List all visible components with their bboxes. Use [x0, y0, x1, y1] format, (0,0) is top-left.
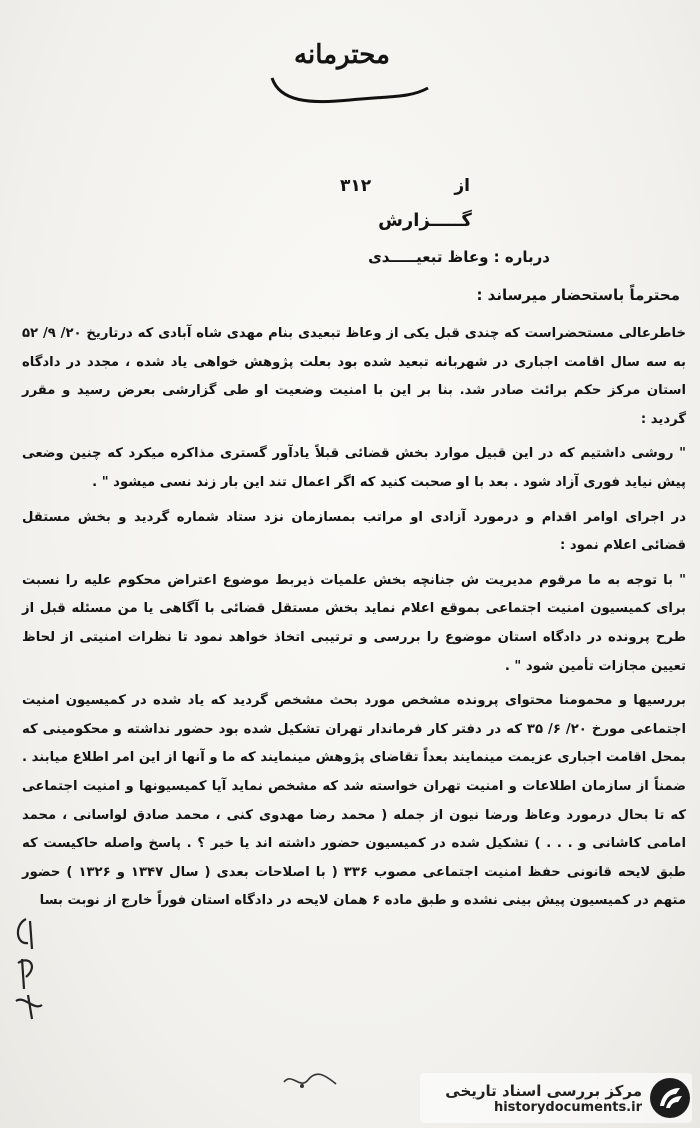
archive-logo-icon	[648, 1076, 692, 1120]
title-underline-flourish	[270, 74, 430, 104]
body-paragraph: " با توجه به ما مرقوم مدیریت ش جنانچه بخش علمیات ذیربط موضوع اعتراض محکوم علیه را نسبت برای کمیسیون امنیت اجتماعی بموقع اعلام نماید بخش مستقل قضائی با آگاهی یا من مسئله قبل از طرح پرونده در دادگاه استان موضوع را بررسی و ترتیبی اتخاذ خواهد نمود تا نظرات امنیتی از لحاظ تعیین مجازات تأمین شود " .	[22, 572, 686, 674]
reference-line	[340, 176, 470, 196]
body-paragraph: " روشی داشتیم که در این قبیل موارد بخش قضائی قبلاً یادآور گستری مذاکره میکرد که چنین وضعی پیش نیاید فوری آزاد شود . بعد با او صحبت کنید که اگر اعمال تند این بار زند نسی میشود " .	[22, 446, 686, 490]
document-body	[22, 320, 686, 916]
report-heading: گـــــزارش	[378, 210, 472, 231]
classification-title: محترمانه	[294, 40, 390, 70]
body-paragraph: در اجرای اوامر اقدام و درمورد آزادی او مراتب بمسازمان نزد ستاد شماره گردید و بخش مستقل قضائی اعلام نمود :	[22, 509, 686, 554]
watermark-name: مرکز بررسی اسناد تاریخی	[445, 1081, 642, 1100]
body-paragraph: بررسیها و محمومنا محتوای پرونده مشخص مورد بحث مشخص گردید که یاد شده در کمیسیون امنیت اجتماعی مورخ ۲۰/ ۶/ ۳۵ که در دفتر کار فرماندار تهران تشکیل شده بود حضور نداشته و محکومینی که بمحل اقامت اجباری عزیمت مینمایند بعداً تقاضای پژوهش مینمایند که ما و آنها از این امر اطلاع میابند . ضمناً از سازمان اطلاعات و امنیت تهران خواسته شد که مشخص نماید آیا کمیسیونها و امنیت اجتماعی که تا بحال درمورد وعاظ ورضا نیون از جمله ( محمد رضا مهدوی کنی ، محمد صادق لواسانی ، محمد امامی کاشانی و . . . ) تشکیل شده در کمیسیون حضور داشته اند یا خیر ؟ . پاسخ واصله حاکیست که طبق لایحه قانونی حفظ امنیت اجتماعی مصوب ۳۳۶ ( با اصلاحات بعدی ( سال ۱۳۴۷ و ۱۳۲۶ ) حضور متهم در کمیسیون پیش بینی نشده و طبق ماده ۶ همان لایحه در دادگاه استان فوراً خارج از نوبت بسا	[22, 693, 686, 909]
reference-number: ۳۱۲	[340, 176, 372, 196]
reference-prefix: از	[454, 176, 470, 196]
handwritten-margin-note	[8, 915, 48, 1025]
body-paragraph: خاطرعالی مستحضراست که چندی قبل یکی از وعاظ تبعیدی بنام مهدی شاه آبادی که درتاریخ ۲۰/ ۹/ ۵۲ به سه سال اقامت اجباری در شهربانه تبعید شده بود بعلت پژوهش خواهی یاد شده ، مجدد در دادگاه استان مرکز حکم برائت صادر شد. بنا بر این با امنیت وضعیت او طی گزارشی بعرض رسید و مقرر گردید :	[22, 326, 686, 427]
salutation: محترماً باستحضار میرساند :	[476, 286, 680, 304]
bottom-scribble	[280, 1066, 340, 1096]
subject-line: درباره : وعاظ تبعیـــــدی	[368, 248, 550, 266]
watermark-url: historydocuments.ir	[493, 1099, 642, 1115]
archive-watermark	[420, 1073, 692, 1123]
